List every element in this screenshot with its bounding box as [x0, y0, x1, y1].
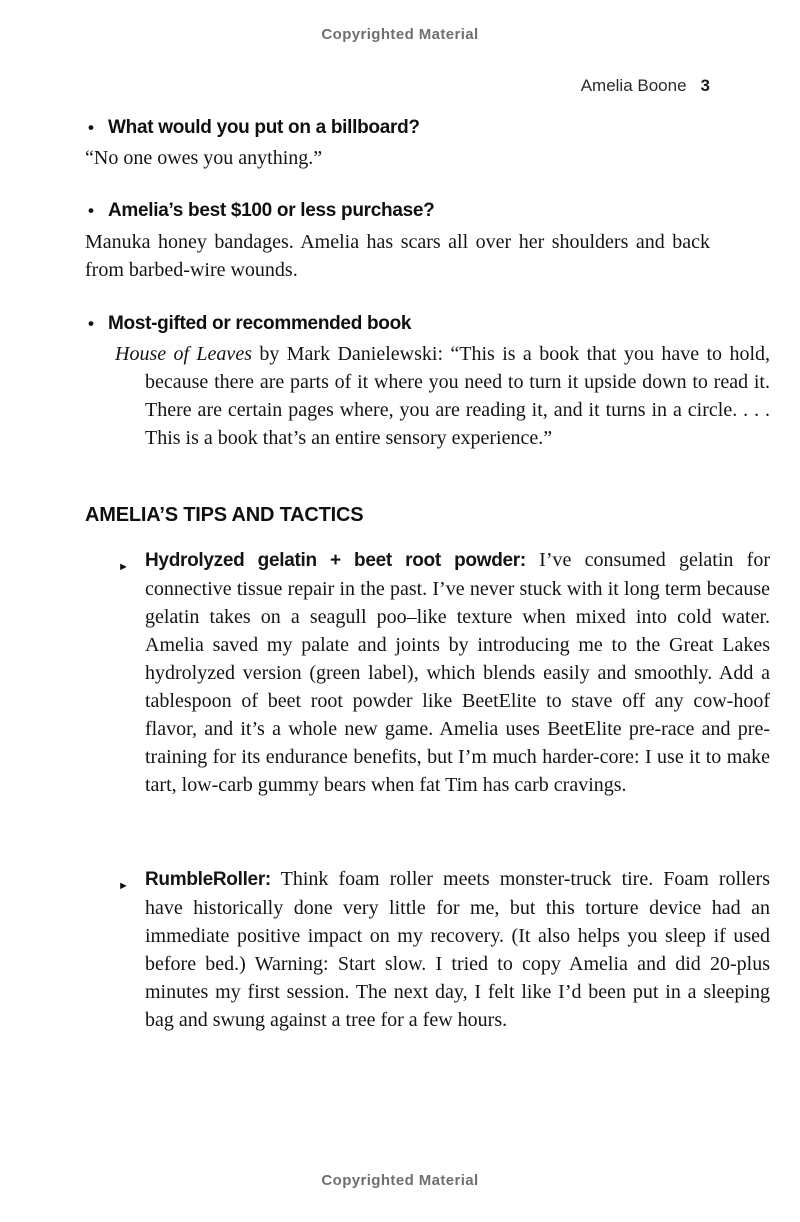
arrow-bullet-icon: ►: [118, 561, 129, 573]
watermark-top: Copyrighted Material: [321, 26, 479, 43]
tip-rumbleroller: [85, 865, 770, 1034]
tip-label: RumbleRoller:: [145, 869, 271, 890]
question-billboard: [85, 117, 710, 139]
answer-billboard: “No one owes you anything.”: [85, 147, 323, 169]
watermark-bottom: Copyrighted Material: [321, 1172, 479, 1189]
bullet-icon: •: [88, 201, 94, 220]
tip-text: Think foam roller meets monster-truck tire. Foam rollers have historically done very little for me, but this torture device had an immediate positive impact on my recovery. (It also helps you sleep if used before bed.) Warning: Start slow. I tried to copy Amelia and did 20-plus minutes my first session. The next day, I felt like I’d been put in a sleeping bag and swung against a tree for a few hours.: [145, 868, 770, 1031]
running-header: [85, 76, 710, 96]
question-text: What would you put on a billboard?: [108, 117, 420, 138]
book-quote: by Mark Danielewski: “This is a book that you have to hold, because there are parts of it where you need to turn it upside down to read it. There are certain pages where, you are reading it, and it turns in a circle. . . . This is a book that’s an entire sensory experience.”: [145, 343, 771, 449]
bullet-icon: •: [88, 314, 94, 333]
running-head-title: Amelia Boone: [580, 76, 687, 95]
answer-purchase: Manuka honey bandages. Amelia has scars all over her shoulders and back from barbed-wire wounds.: [85, 231, 710, 281]
answer-book: [85, 340, 770, 452]
question-text: Most-gifted or recommended book: [108, 313, 412, 334]
page-number: 3: [700, 76, 710, 95]
question-text: Amelia’s best $100 or less purchase?: [108, 200, 435, 221]
section-heading-tips-and-tactics: AMELIA’S TIPS AND TACTICS: [85, 504, 364, 526]
tip-label: Hydrolyzed gelatin + beet root powder:: [145, 550, 526, 571]
book-title: House of Leaves: [115, 343, 252, 365]
question-book: [85, 313, 710, 335]
tip-text: I’ve consumed gelatin for connective tissue repair in the past. I’ve never stuck with it long term because gelatin takes on a seagull poo–like texture when mixed into cold water. Amelia saved my palate and joints by introducing me to the Great Lakes hydrolyzed version (green label), which blends easily and smoothly. Add a tablespoon of beet root powder like BeetElite to stave off any cow-hoof flavor, and it’s a whole new game. Amelia uses BeetElite pre-race and pre-training for its endurance benefits, but I’m much harder-core: I use it to make tart, low-carb gummy bears when fat Tim has carb cravings.: [145, 549, 770, 796]
arrow-bullet-icon: ►: [118, 880, 129, 892]
tip-hydrolyzed-gelatin: [85, 546, 770, 799]
question-purchase: [85, 200, 710, 222]
bullet-icon: •: [88, 118, 94, 137]
